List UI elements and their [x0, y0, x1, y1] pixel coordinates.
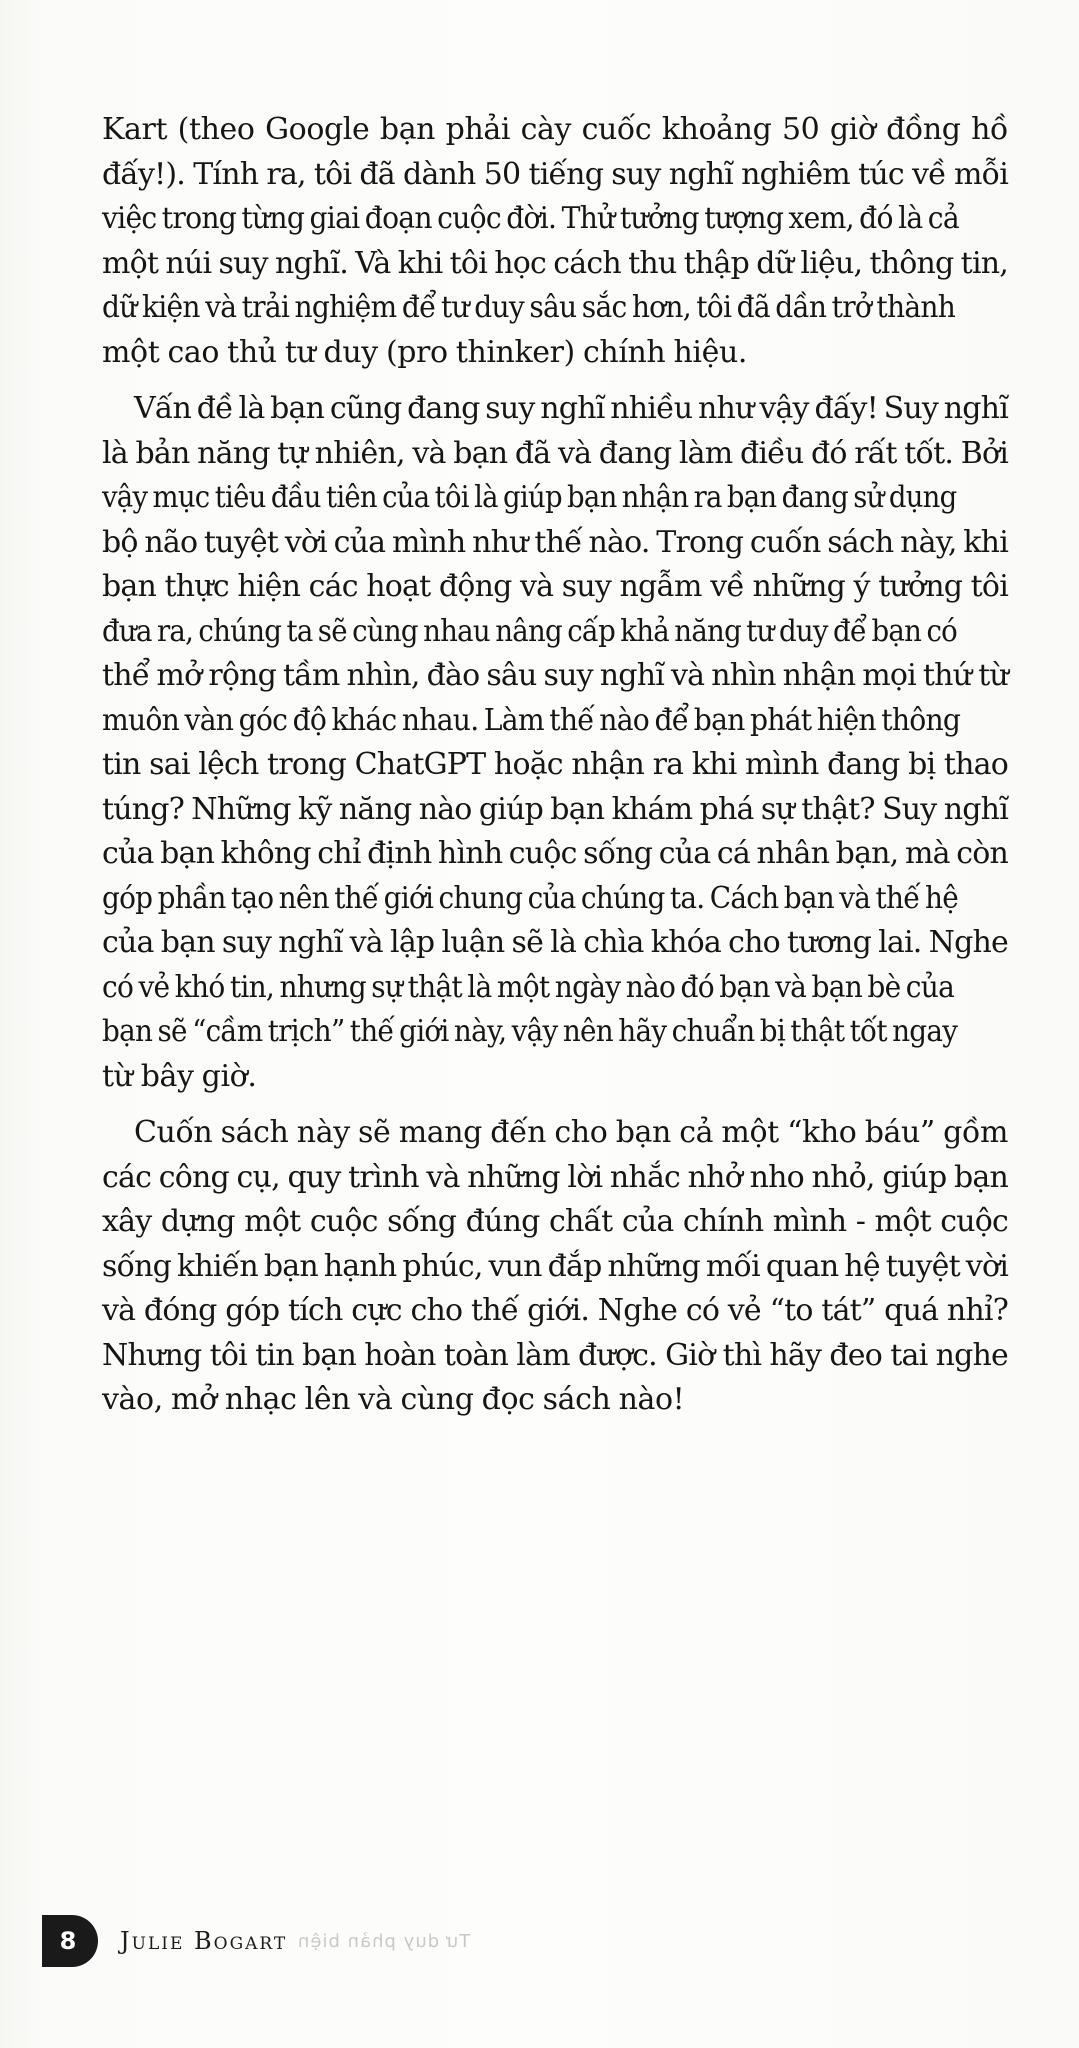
text-line: Vấn đề là bạn cũng đang suy nghĩ nhiều như vậy đấy! Suy nghĩ: [134, 391, 1008, 426]
paragraph-1: [102, 108, 1008, 375]
text-line: dữ kiện và trải nghiệm để tư duy sâu sắc hơn, tôi đã dần trở thành: [102, 290, 956, 325]
text-line: bạn thực hiện các hoạt động và suy ngẫm về những ý tưởng tôi: [102, 569, 1008, 604]
text-line: bộ não tuyệt vời của mình như thế nào. Trong cuốn sách này, khi: [102, 524, 1008, 560]
text-line: Nhưng tôi tin bạn hoàn toàn làm được. Giờ thì hãy đeo tai nghe: [102, 1337, 1008, 1373]
text-line: một cao thủ tư duy (pro thinker) chính hiệu.: [102, 334, 748, 370]
text-line: đấy!). Tính ra, tôi đã dành 50 tiếng suy nghĩ nghiêm túc về mỗi: [102, 156, 1008, 192]
page-number: 8: [42, 1915, 98, 1967]
text-line: của bạn không chỉ định hình cuộc sống của cá nhân bạn, mà còn: [102, 836, 1008, 871]
text-line: Kart (theo Google bạn phải cày cuốc khoảng 50 giờ đồng hồ: [102, 112, 1008, 147]
text-line: muôn vàn góc độ khác nhau. Làm thế nào để bạn phát hiện thông: [102, 702, 961, 738]
page-footer: [42, 1912, 471, 1970]
text-line: sống khiến bạn hạnh phúc, vun đắp những mối quan hệ tuyệt vời: [102, 1248, 1008, 1284]
text-line: từ bây giờ.: [102, 1058, 257, 1094]
text-line: và đóng góp tích cực cho thế giới. Nghe có vẻ “to tát” quá nhỉ?: [102, 1293, 1008, 1328]
text-line: các công cụ, quy trình và những lời nhắc nhở nho nhỏ, giúp bạn: [102, 1159, 1008, 1195]
text-line: có vẻ khó tin, nhưng sự thật là một ngày nào đó bạn và bạn bè của: [102, 969, 955, 1005]
text-line: của bạn suy nghĩ và lập luận sẽ là chìa khóa cho tương lai. Nghe: [102, 925, 1008, 960]
text-line: đưa ra, chúng ta sẽ cùng nhau nâng cấp khả năng tư duy để bạn có: [102, 613, 958, 649]
author-name: Julie Bogart: [120, 1927, 288, 1955]
paragraph-3: [102, 1111, 1008, 1423]
text-line: là bản năng tự nhiên, và bạn đã và đang làm điều đó rất tốt. Bởi: [102, 435, 1008, 471]
text-line: túng? Những kỹ năng nào giúp bạn khám phá sự thật? Suy nghĩ: [102, 791, 1008, 827]
text-line: thể mở rộng tầm nhìn, đào sâu suy nghĩ và nhìn nhận mọi thứ từ: [102, 658, 1008, 693]
text-line: vậy mục tiêu đầu tiên của tôi là giúp bạn nhận ra bạn đang sử dụng: [102, 480, 957, 515]
text-line: một núi suy nghĩ. Và khi tôi học cách thu thập dữ liệu, thông tin,: [102, 245, 1008, 281]
text-line: bạn sẽ “cầm trịch” thế giới này, vậy nên hãy chuẩn bị thật tốt ngay: [102, 1014, 958, 1049]
text-line: tin sai lệch trong ChatGPT hoặc nhận ra khi mình đang bị thao: [102, 747, 1008, 782]
text-line: góp phần tạo nên thế giới chung của chúng ta. Cách bạn và thế hệ: [102, 880, 959, 916]
text-line: việc trong từng giai đoạn cuộc đời. Thử tưởng tượng xem, đó là cả: [102, 201, 959, 236]
bleed-through-title: Tư duy phản biện: [297, 1930, 471, 1952]
text-line: vào, mở nhạc lên và cùng đọc sách nào!: [102, 1382, 685, 1417]
page-body: [102, 108, 1008, 1423]
text-line: Cuốn sách này sẽ mang đến cho bạn cả một “kho báu” gồm: [134, 1115, 1008, 1150]
paragraph-2: [102, 387, 1008, 1099]
text-line: xây dựng một cuộc sống đúng chất của chính mình - một cuộc: [102, 1204, 1008, 1239]
